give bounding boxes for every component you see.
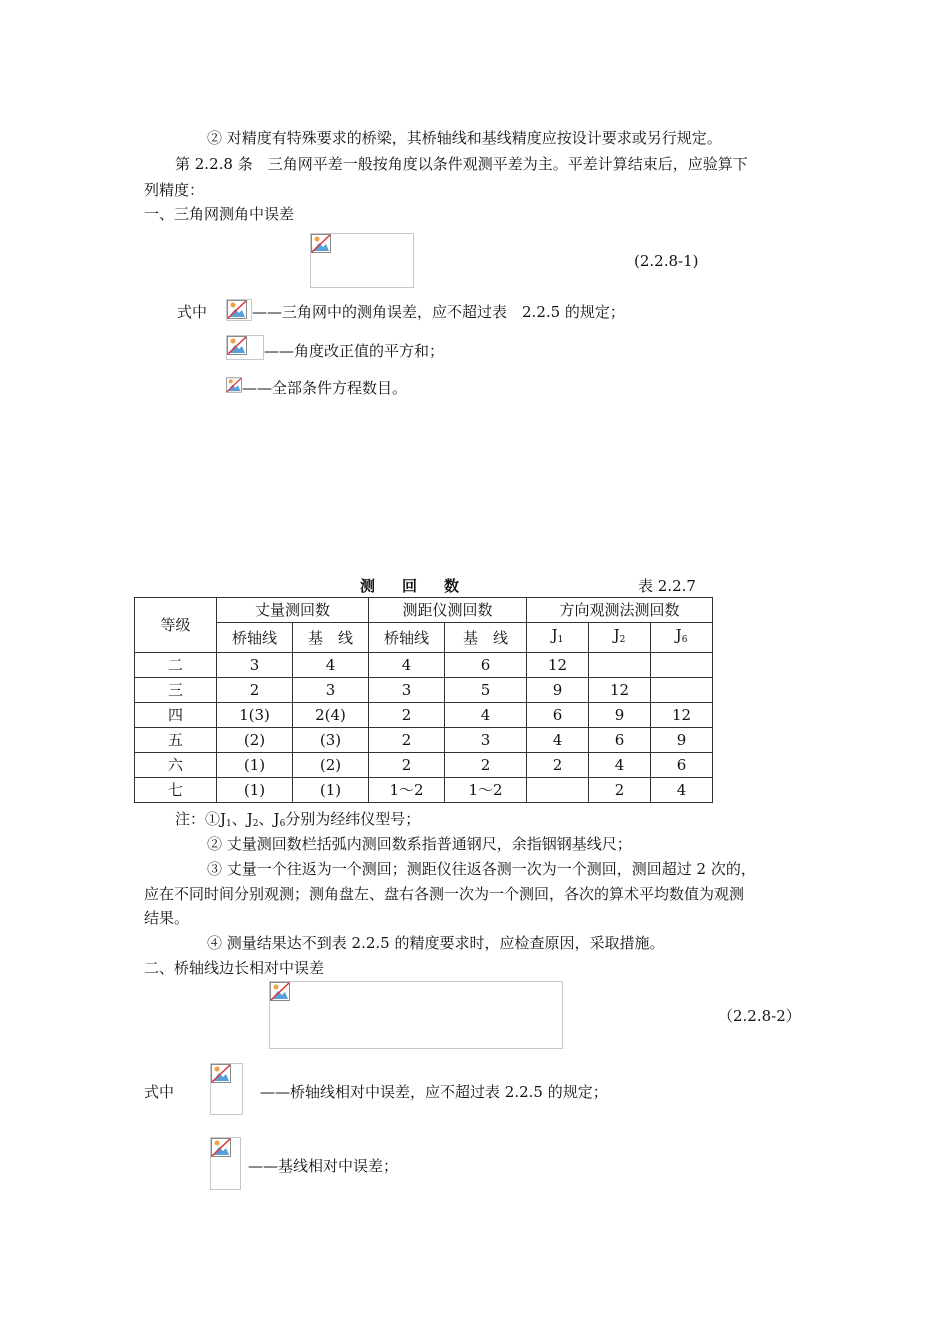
- note-1-j2: J: [246, 810, 253, 828]
- broken-image-icon: [311, 234, 331, 253]
- note-3-line2: 应在不同时间分别观测；测角盘左、盘右各测一次为一个测回，各次的算术平均数值为观测: [144, 885, 745, 903]
- cell: 12: [651, 703, 713, 728]
- cell-grade: 七: [135, 778, 217, 803]
- cell: 2: [217, 678, 293, 703]
- cell: 3: [445, 728, 527, 753]
- symbol-baseline-error-image: [210, 1137, 241, 1190]
- definition-bridge-axis: ——桥轴线相对中误差，应不超过表 2.2.5 的规定；: [260, 1083, 608, 1101]
- note-1: [175, 808, 420, 829]
- symbol-ww-image: [226, 335, 264, 360]
- header-baseline: 基 线: [293, 623, 369, 653]
- cell: 2: [369, 753, 445, 778]
- rounds-table: [134, 597, 713, 803]
- cell: 4: [589, 753, 651, 778]
- cell: 3: [217, 653, 293, 678]
- cell: 2: [445, 753, 527, 778]
- cell: 2: [527, 753, 589, 778]
- cell: 6: [651, 753, 713, 778]
- cell: 1～2: [445, 778, 527, 803]
- header-grade: 等级: [135, 598, 217, 653]
- broken-image-icon: [211, 1064, 231, 1083]
- cell-grade: 五: [135, 728, 217, 753]
- note-1-j6: J: [273, 810, 280, 828]
- cell: 4: [445, 703, 527, 728]
- cell: 9: [589, 703, 651, 728]
- formula-1-image: [310, 233, 414, 288]
- cell-grade: 二: [135, 653, 217, 678]
- note-1-j1: J: [220, 810, 227, 828]
- header-j1: [527, 623, 589, 653]
- j6-sub: 6: [681, 635, 688, 645]
- cell: 12: [589, 678, 651, 703]
- note-1-j1-sub: 1: [226, 819, 232, 829]
- j6-letter: J: [675, 626, 682, 644]
- article-2-2-8-line1: 第 2.2.8 条 三角网平差一般按角度以条件观测平差为主。平差计算结束后，应验算下: [175, 155, 748, 173]
- cell: 2: [589, 778, 651, 803]
- table-row: [135, 678, 713, 703]
- cell: [651, 678, 713, 703]
- cell-grade: 四: [135, 703, 217, 728]
- header-j2: [589, 623, 651, 653]
- table-header-row-1: [135, 598, 713, 623]
- definition-baseline: ——基线相对中误差；: [248, 1157, 399, 1175]
- cell: (1): [293, 778, 369, 803]
- cell: 9: [527, 678, 589, 703]
- where-label-1: 式中: [177, 303, 208, 321]
- cell: 4: [527, 728, 589, 753]
- header-baseline-2: 基 线: [445, 623, 527, 653]
- cell: 3: [293, 678, 369, 703]
- header-j6: [651, 623, 713, 653]
- cell: [527, 778, 589, 803]
- table-row: [135, 728, 713, 753]
- header-tape-group: 丈量测回数: [217, 598, 369, 623]
- note-2: ② 对精度有特殊要求的桥梁，其桥轴线和基线精度应按设计要求或另行规定。: [207, 129, 722, 147]
- cell: 2(4): [293, 703, 369, 728]
- header-bridge-axis: 桥轴线: [217, 623, 293, 653]
- table-row: [135, 753, 713, 778]
- table-number: 表 2.2.7: [638, 577, 696, 595]
- broken-image-icon: [270, 982, 290, 1001]
- cell: 5: [445, 678, 527, 703]
- cell: 2: [369, 728, 445, 753]
- cell: (1): [217, 753, 293, 778]
- note-1-sep: 、: [258, 810, 274, 828]
- formula-1-number: (2.2.8-1): [634, 252, 699, 270]
- cell: 6: [445, 653, 527, 678]
- cell: 1(3): [217, 703, 293, 728]
- cell: [589, 653, 651, 678]
- table-row: [135, 778, 713, 803]
- table-row: [135, 653, 713, 678]
- heading-bridge-axis-error: 二、桥轴线边长相对中误差: [144, 959, 325, 977]
- definition-2: ——角度改正值的平方和；: [264, 342, 445, 360]
- j1-letter: J: [551, 626, 558, 644]
- cell: [651, 653, 713, 678]
- cell: 4: [293, 653, 369, 678]
- broken-image-icon: [211, 1138, 231, 1157]
- symbol-m-beta-image: [226, 299, 252, 321]
- cell: (1): [217, 778, 293, 803]
- note-1-sep: 、: [231, 810, 247, 828]
- heading-triangle-angle-error: 一、三角网测角中误差: [144, 205, 295, 223]
- broken-image-icon: [226, 377, 242, 393]
- cell: 6: [589, 728, 651, 753]
- header-direction-group: 方向观测法测回数: [527, 598, 713, 623]
- broken-image-icon: [227, 300, 247, 319]
- j1-sub: 1: [557, 635, 564, 645]
- cell: 2: [369, 703, 445, 728]
- j2-sub: 2: [619, 635, 626, 645]
- cell: 4: [651, 778, 713, 803]
- where-label-2: 式中: [144, 1083, 175, 1101]
- table-row: [135, 703, 713, 728]
- cell: 9: [651, 728, 713, 753]
- cell: (2): [293, 753, 369, 778]
- cell: 3: [369, 678, 445, 703]
- cell: (3): [293, 728, 369, 753]
- cell: 6: [527, 703, 589, 728]
- note-3-line3: 结果。: [144, 909, 190, 927]
- definition-1: ——三角网中的测角误差，应不超过表 2.2.5 的规定；: [252, 303, 625, 321]
- table-title: 测 回 数: [360, 577, 466, 595]
- cell: 4: [369, 653, 445, 678]
- note-1-text: 分别为经纬仪型号；: [285, 810, 421, 828]
- broken-image-icon: [227, 336, 247, 355]
- j2-letter: J: [613, 626, 620, 644]
- note-3-line1: ③ 丈量一个往返为一个测回；测距仪往返各测一次为一个测回，测回超过 2 次的，: [207, 860, 756, 878]
- note-2-tape: ② 丈量测回数栏括弧内测回数系指普通钢尺，余指铟钢基线尺；: [207, 835, 632, 853]
- cell-grade: 六: [135, 753, 217, 778]
- cell-grade: 三: [135, 678, 217, 703]
- formula-2-number: （2.2.8-2）: [718, 1007, 801, 1025]
- cell: (2): [217, 728, 293, 753]
- note-1-prefix: 注：①: [175, 810, 221, 828]
- article-2-2-8-line2: 列精度：: [144, 181, 205, 199]
- cell: 12: [527, 653, 589, 678]
- note-4: ④ 测量结果达不到表 2.2.5 的精度要求时，应检查原因，采取措施。: [207, 934, 665, 952]
- formula-2-image: [269, 981, 563, 1049]
- cell: 1～2: [369, 778, 445, 803]
- note-1-j6-sub: 6: [279, 819, 286, 829]
- table-header-row-2: [135, 623, 713, 653]
- header-bridge-axis-2: 桥轴线: [369, 623, 445, 653]
- note-1-j2-sub: 2: [252, 819, 259, 829]
- symbol-bridge-axis-error-image: [210, 1063, 243, 1115]
- definition-3: ——全部条件方程数目。: [242, 379, 408, 397]
- symbol-n-image: [226, 377, 242, 394]
- header-edm-group: 测距仪测回数: [369, 598, 527, 623]
